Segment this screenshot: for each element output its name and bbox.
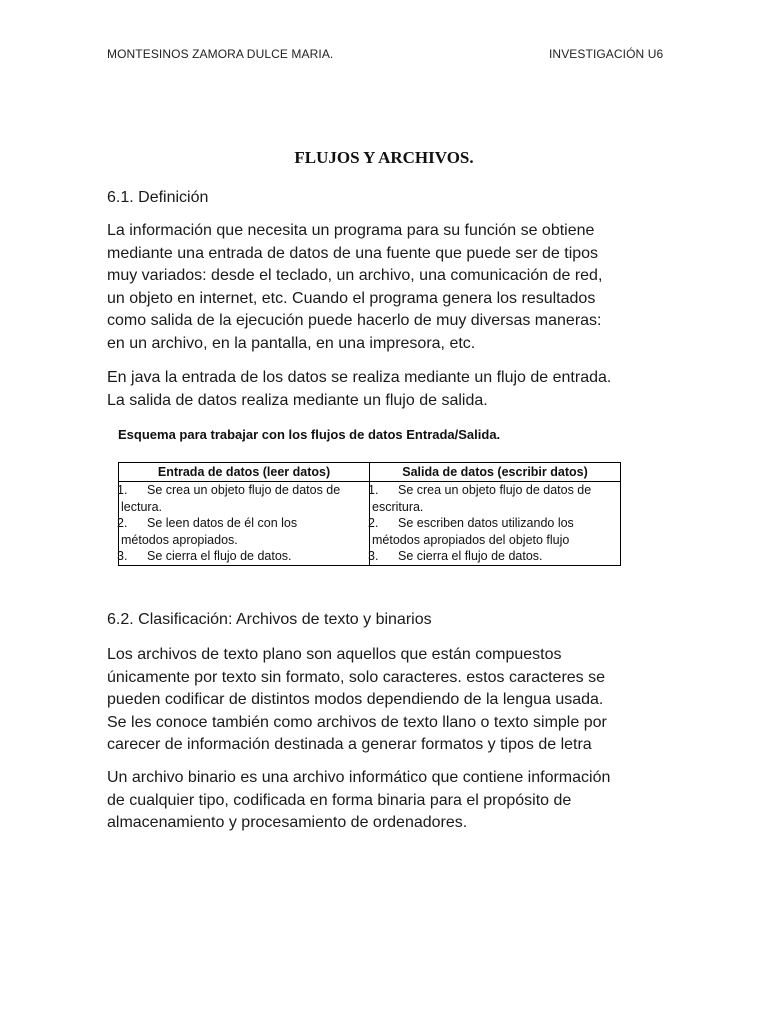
header-label: INVESTIGACIÓN U6 xyxy=(549,47,664,61)
text-line: La información que necesita un programa para su función se obtiene xyxy=(107,222,595,239)
step-text: Se cierra el flujo de datos. xyxy=(147,549,292,563)
table-cell xyxy=(119,482,370,516)
text-line: mediante una entrada de datos de una fuente que puede ser de tipos xyxy=(107,244,599,262)
text-line: un objeto en internet, etc. Cuando el programa genera los resultados xyxy=(107,289,596,307)
paragraph-definicion xyxy=(107,220,677,355)
text-line: muy variados: desde el teclado, un archivo, una comunicación de red, xyxy=(107,267,603,284)
table-row xyxy=(119,515,621,548)
text-line: almacenamiento y procesamiento de ordenadores. xyxy=(107,814,468,831)
step-text: Se leen datos de él con los xyxy=(147,516,298,530)
text-line: como salida de la ejecución puede hacerlo de muy diversas maneras: xyxy=(107,312,602,329)
header-author: MONTESINOS ZAMORA DULCE MARIA. xyxy=(107,47,334,61)
text-line: La salida de datos realiza mediante un flujo de salida. xyxy=(107,391,488,409)
table-cell xyxy=(119,515,370,548)
text-line: pueden codificar de distintos modos dependiendo de la lengua usada. xyxy=(107,691,604,708)
step-text-continued: escritura. xyxy=(372,499,424,514)
step-text: Se cierra el flujo de datos. xyxy=(398,549,543,563)
column-header-entrada: Entrada de datos (leer datos) xyxy=(119,463,370,482)
table-cell xyxy=(370,515,621,548)
table-caption: Esquema para trabajar con los flujos de datos Entrada/Salida. xyxy=(118,427,501,442)
section-heading-definicion: 6.1. Definición xyxy=(107,189,209,206)
step-number: 3. xyxy=(368,549,379,563)
table-row xyxy=(119,482,621,516)
text-line: carecer de información destinada a generar formatos y tipos de letra xyxy=(107,736,592,753)
text-line: Un archivo binario es una archivo informático que contiene información xyxy=(107,769,611,786)
step-text-continued: lectura. xyxy=(121,499,162,514)
text-line: En java la entrada de los datos se realiza mediante un flujo de entrada. xyxy=(107,369,612,386)
table-row xyxy=(119,548,621,565)
text-line: de cualquier tipo, codificada en forma binaria para el propósito de xyxy=(107,791,572,809)
table-cell xyxy=(370,482,621,516)
paragraph-archivo-binario xyxy=(107,767,677,835)
section-heading-clasificacion: 6.2. Clasificación: Archivos de texto y binarios xyxy=(107,611,432,628)
step-number: 1. xyxy=(117,483,128,497)
paragraph-java-flujos xyxy=(107,367,677,412)
step-text: Se escriben datos utilizando los xyxy=(398,516,574,530)
step-number: 2. xyxy=(368,516,379,530)
paragraph-archivos-texto xyxy=(107,644,677,757)
text-line: únicamente por texto sin formato, solo caracteres. estos caracteres se xyxy=(107,668,606,686)
step-text-continued: métodos apropiados del objeto flujo xyxy=(372,532,570,547)
table-cell xyxy=(119,548,370,565)
step-number: 3. xyxy=(117,549,128,563)
text-line: Los archivos de texto plano son aquellos que están compuestos xyxy=(107,646,562,663)
step-text: Se crea un objeto flujo de datos de xyxy=(147,483,341,497)
flow-scheme-table xyxy=(118,462,621,566)
text-line: Se les conoce también como archivos de texto llano o texto simple por xyxy=(107,713,607,731)
text-line: en un archivo, en la pantalla, en una impresora, etc. xyxy=(107,334,476,352)
column-header-salida: Salida de datos (escribir datos) xyxy=(370,463,621,482)
step-text-continued: métodos apropiados. xyxy=(121,532,238,547)
document-title: FLUJOS Y ARCHIVOS. xyxy=(294,148,474,167)
table-header-row xyxy=(119,463,621,482)
step-text: Se crea un objeto flujo de datos de xyxy=(398,483,592,497)
table-cell xyxy=(370,548,621,565)
step-number: 2. xyxy=(117,516,128,530)
step-number: 1. xyxy=(368,483,379,497)
